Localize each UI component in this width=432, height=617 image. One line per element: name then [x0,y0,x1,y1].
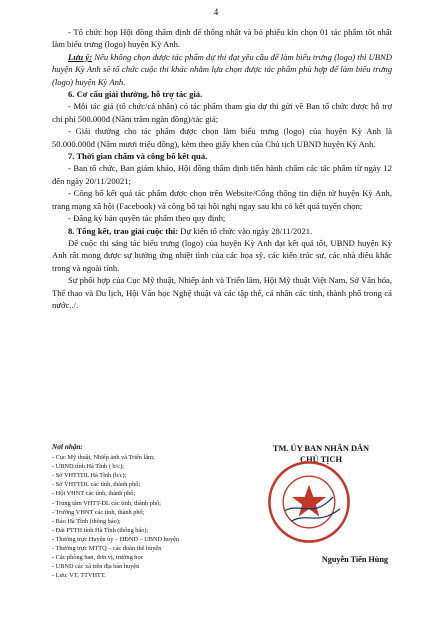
paragraph: - Mỗi tác giả (tổ chức/cá nhân) có tác phẩm tham gia dự thi gửi về Ban tổ chức được hỗ trợ chi phí 500.000đ (Năm trăm ngàn đồng)/tác giả; [52,101,392,124]
paragraph: - Giải thưởng cho tác phẩm được chọn làm biểu trưng (logo) của huyện Kỳ Anh là 50.000.000đ (Năm mươi triệu đồng), kèm theo giấy khen của Chủ tịch UBND huyện Kỳ Anh. [52,126,392,149]
recipient-item: - Các phòng ban, đơn vị, trường học [52,554,144,562]
section-text: Dự kiến tổ chức vào ngày 28/11/2021. [178,225,313,236]
paragraph [52,225,392,237]
paragraph [52,51,392,88]
official-seal-icon [266,459,352,545]
paragraph: Sự phối hợp của Cục Mỹ thuật, Nhiếp ảnh và Triển lãm, Hội Mỹ thuật Việt Nam, Sở Văn hóa, Thể thao và Du lịch, Hội Văn học Nghệ thuật và các tập thể, cá nhân các tỉnh, thành phố trong cả nước../. [52,275,392,310]
body-text [52,26,392,311]
signer-name: Nguyễn Tiến Hùng [321,555,388,564]
section-heading: 6. Cơ cấu giải thưởng, hỗ trợ tác giả. [68,89,203,100]
recipient-item: - Hội VHNT các tỉnh, thành phố; [52,490,136,498]
paragraph: - Công bố kết quả tác phẩm được chọn trên Website/Cổng thông tin điện tử huyện Kỳ Anh, trang mạng xã hội (Facebook) và công bố tại hội nghị ngay sau khi có kết quả tuyển chọn; [52,188,392,211]
recipient-item: - Trường VHNT các tỉnh, thành phố; [52,508,145,516]
note-label: Lưu ý: [68,51,93,62]
recipient-item: - Thường trực Huyện ủy – HĐND – UBND huyện [52,535,180,543]
recipient-item: - Lưu: VT, TTVHTT. [52,572,106,580]
recipient-item: - UBND tỉnh Hà Tĩnh ( b/c); [52,463,124,471]
recipient-item: - Thường trực MTTQ – các đoàn thể huyện [52,545,162,553]
paragraph: - Tổ chức họp Hội đồng thẩm định để thống nhất và bỏ phiếu kín chọn 01 tác phẩm tốt nhất làm biểu trưng (logo) huyện Kỳ Anh. [52,27,392,50]
recipient-item: - Báo Hà Tĩnh (thông báo); [52,517,121,525]
page-number: 4 [213,7,219,17]
section-heading: 7. Thời gian chấm và công bố kết quả. [68,151,208,162]
signature-org: TM. ỦY BAN NHÂN DÂN [272,444,370,453]
recipient-item: - Đài PTTH tỉnh Hà Tĩnh (thông báo); [52,526,149,534]
recipient-item: - Cục Mỹ thuật, Nhiếp ảnh và Triển lãm; [52,454,155,462]
recipients-list [52,453,242,580]
recipient-item: - Sở VHTTDL các tỉnh, thành phố; [52,481,141,489]
recipients-title: Nơi nhận: [52,443,83,451]
note-text: Nếu không chọn được tác phẩm dự thi đạt yêu cầu để làm biểu trưng (logo) thì UBND huyện Kỳ Anh sẽ tổ chức cuộc thi khác nhằm lựa chọn được tác phẩm phù hợp để làm biểu trưng (logo) huyện Kỳ Anh. [52,51,392,87]
paragraph: - Ban tổ chức, Ban giám khảo, Hội đồng thẩm định tiến hành chấm các tác phẩm từ ngày 12 đến ngày 20/11/20021; [52,163,392,186]
recipient-item: - Sở VHTTDL Hà Tĩnh (b/c); [52,472,127,480]
recipient-item: - Trung tâm VHTT-DL các tỉnh, thành phố; [52,499,161,507]
signature-block [246,443,396,564]
paragraph: - Đăng ký bản quyền tác phẩm theo quy định; [68,213,226,224]
paragraph: Để cuộc thi sáng tác biểu trưng (logo) của huyện Kỳ Anh đạt kết quả tốt, UBND huyện Kỳ Anh rất mong được sự hưởng ứng nhiệt tình của các họa sỹ, các kiến trúc sư, các nhà điêu khắc trong và ngoài tỉnh. [52,237,392,273]
signature-title: CHỦ TỊCH [300,455,342,464]
recipients-block [52,443,242,580]
recipient-item: - UBND các xã trên địa bàn huyện [52,563,140,571]
section-heading: 8. Tổng kết, trao giải cuộc thi: [68,225,179,236]
